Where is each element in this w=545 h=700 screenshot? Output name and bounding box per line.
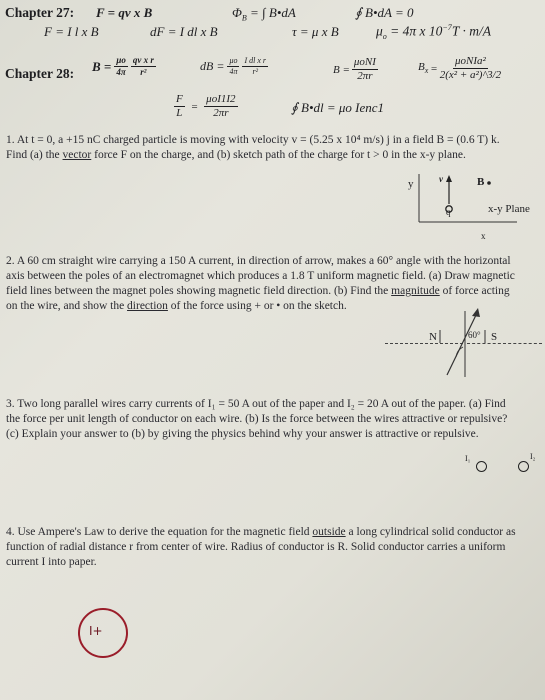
chapter-27-label: Chapter 27: bbox=[5, 5, 75, 20]
gauss-magnetism-formula: ∮ B•dA = 0 bbox=[355, 5, 414, 20]
chapter-28-label: Chapter 28: bbox=[5, 66, 75, 81]
wire-1-circle bbox=[476, 461, 487, 472]
wire-force-formula: F = I l x B bbox=[44, 24, 99, 39]
magnetic-flux-formula: $\Phi_B$ = ∫ B•dA bbox=[232, 5, 296, 23]
charge-label: q bbox=[446, 207, 451, 217]
field-dot-icon bbox=[487, 181, 491, 185]
toroid-field-formula: B = $\frac{\text{μoNI}}{2\pi r}$ bbox=[333, 56, 376, 82]
x-axis-label: x bbox=[481, 231, 486, 241]
question-4-text: 4. Use Ampere's Law to derive the equation for the magnetic field outside a long cylindrical solid conductor as function of radial distance r from center of wire. Radius of conductor is R. Solid conductor carries a uniform current I into paper. bbox=[6, 526, 516, 568]
wire-2-label: I₂ bbox=[530, 452, 536, 461]
lorentz-force-formula: F = qv x B bbox=[96, 5, 153, 20]
conductor-cross-section-sketch bbox=[78, 608, 128, 658]
wire-line bbox=[447, 313, 477, 375]
wire-element-force-formula: dF = I dl x B bbox=[150, 24, 218, 39]
question-2-text: 2. A 60 cm straight wire carrying a 150 A current, in direction of arrow, makes a 60° angle with the horizontal axis between the poles of an electromagnet which produces a 1.8 T uniform magnetic field. (a) Draw magnetic field lines between the magnet poles showing magnetic field direction. (b) Find the magnitude of force acting on the wire, and show the direction of the force using + or • on the sketch. bbox=[6, 255, 515, 312]
wire-2-circle bbox=[518, 461, 529, 472]
velocity-label: v bbox=[439, 174, 443, 184]
permeability-constant: $\mu_o = 4\pi$ x $10^{-7}T \cdot m/A$ bbox=[376, 23, 491, 42]
pole-s-label: S bbox=[491, 331, 498, 343]
question-3-text: 3. Two long parallel wires carry currents of I₁ = 50 A out of the paper and I₂ = 20 A out of the paper. (a) Find the force per unit length of conductor on each wire. (b) Is the force between the wires attractive or repulsive? (c) Explain your answer to (b) by giving the physics behind why your answer is attractive or repulsive. bbox=[6, 398, 508, 440]
field-label: B bbox=[477, 176, 485, 188]
y-axis-label: y bbox=[408, 178, 414, 190]
parallel-wires-force-formula: $\frac{F}{L}$ = $\frac{\text{μoI1I2}}{2\pi r}$ bbox=[176, 93, 236, 119]
wire-1-label: I₁ bbox=[465, 454, 471, 463]
amperes-law-formula: ∮ B•dl = μo Ienc1 bbox=[291, 100, 385, 115]
angle-label: 60° bbox=[468, 330, 481, 340]
biot-savart-formula: dB = $\frac{\mu o}{4\pi}$ $\frac{\text{I dl x r}}{\text{r²}}$ bbox=[200, 56, 267, 76]
question-1-text: 1. At t = 0, a +15 nC charged particle is moving with velocity v = (5.25 x 10⁴ m/s) j in a field B = (0.6 T) k. Find (a) the vector force F on the charge, and (b) sketch path of the charge for t > 0 in the x-y plane. bbox=[6, 134, 500, 161]
pen-current-label: I+ bbox=[89, 624, 103, 638]
question-2-diagram bbox=[385, 305, 545, 380]
question-3-diagram bbox=[455, 452, 545, 482]
plane-label: x-y Plane bbox=[488, 203, 530, 215]
pole-n-label: N bbox=[429, 331, 437, 343]
current-loop-axis-field-formula: $B_x$ = $\frac{\text{μoNIa²}}{\text{2(x² + a²)\textasciicircum{}3/2}}$ bbox=[418, 55, 502, 81]
velocity-arrowhead bbox=[446, 175, 452, 182]
wire-current-arrowhead bbox=[472, 308, 480, 317]
moving-charge-field-formula: B = $\frac{\mu o}{4\pi}$ $\frac{\text{qv x r}}{\text{r²}}$ bbox=[92, 55, 154, 77]
torque-formula: τ = μ x B bbox=[292, 24, 339, 39]
question-1-diagram bbox=[405, 172, 545, 242]
magnet-wire-sketch bbox=[385, 305, 545, 380]
